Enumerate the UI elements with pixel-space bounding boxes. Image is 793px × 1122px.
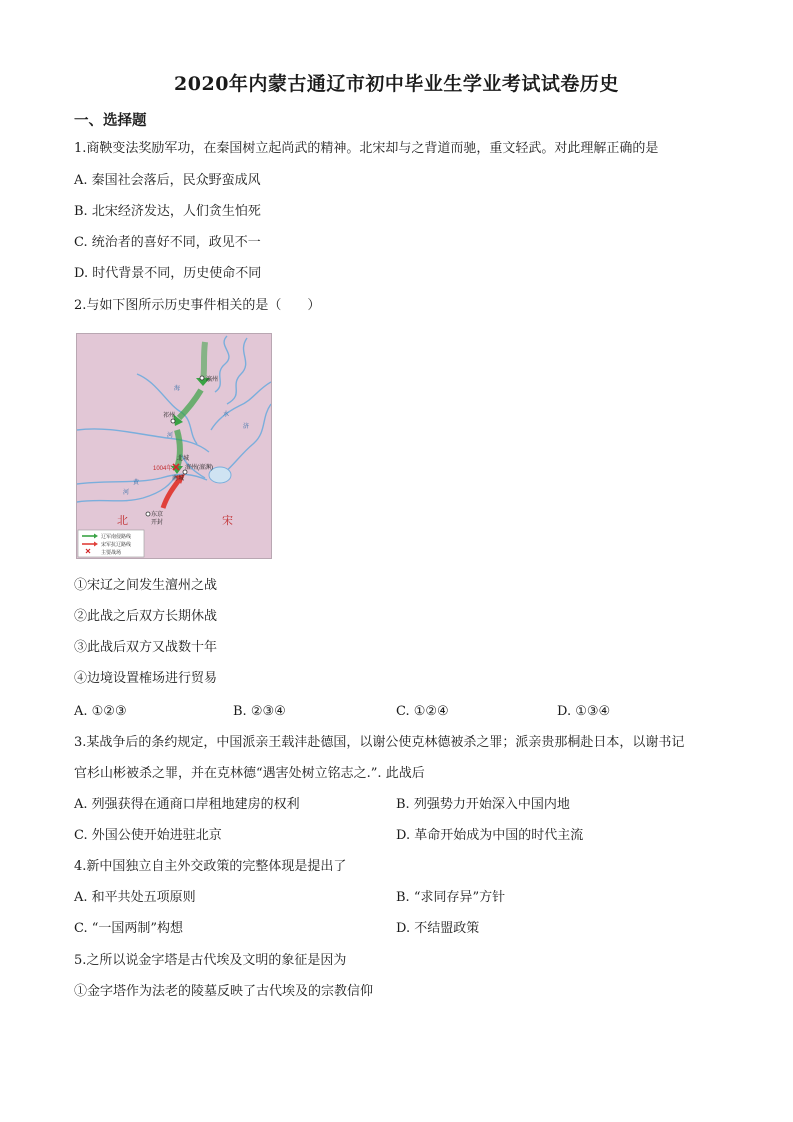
map-label-kaifeng: 开封 [151, 520, 164, 526]
legend-item-liao: 辽军南侵路线 [101, 534, 132, 540]
legend-item-song: 宋军抗辽路线 [101, 542, 132, 548]
qizhou-marker [171, 419, 175, 423]
question-2-statement-2: ②此战之后双方长期休战 [74, 609, 218, 624]
question-2-stem: 2.与如下图所示历史事件相关的是（ ） [74, 298, 321, 313]
question-4-stem: 4.新中国独立自主外交政策的完整体现是提出了 [74, 859, 347, 874]
map-label-river-6: 河 [123, 490, 130, 496]
page-title: 2020年内蒙古通辽市初中毕业生学业考试试卷历史 [174, 73, 619, 95]
map-label-river-1: 海 [174, 386, 181, 392]
map-label-river-3: 水 [223, 412, 230, 418]
section-heading: 一、选择题 [74, 112, 147, 129]
question-3-option-c[interactable]: C. 外国公使开始进驻北京 [74, 828, 222, 843]
map-label-river-4: 济 [243, 424, 250, 430]
question-1-option-a[interactable]: A. 秦国社会落后，民众野蛮成风 [74, 173, 261, 188]
question-3-option-b[interactable]: B. 列强势力开始深入中国内地 [396, 797, 570, 812]
question-2-statement-4: ④边境设置榷场进行贸易 [74, 671, 218, 686]
dongjing-marker [146, 512, 150, 516]
map-label-dongjing: 东京 [151, 512, 164, 518]
map-legend [78, 530, 144, 557]
question-2-statement-1: ①宋辽之间发生澶州之战 [74, 578, 218, 593]
question-1-option-d[interactable]: D. 时代背景不同，历史使命不同 [74, 266, 262, 281]
map-label-chanzhou: 澶州(澶渊) [185, 465, 213, 471]
question-4-option-a[interactable]: A. 和平共处五项原则 [74, 890, 196, 905]
question-5-statement-1: ①金字塔作为法老的陵墓反映了古代埃及的宗教信仰 [74, 984, 374, 999]
question-1-stem: 1.商鞅变法奖励军功，在秦国树立起尚武的精神。北宋却与之背道而驰，重文轻武。对此理解正确的是 [74, 141, 659, 156]
question-3-stem-line-1: 3.某战争后的条约规定，中国派亲王载沣赴德国，以谢公使克林德被杀之罪；派亲贵那桐赴日本，以谢书记 [74, 735, 685, 750]
question-3-option-a[interactable]: A. 列强获得在通商口岸租地建房的权利 [74, 797, 300, 812]
liao-route-segment-2 [179, 390, 201, 418]
map-label-river-2: 河 [167, 433, 174, 439]
question-2-option-a[interactable]: A. ①②③ [74, 704, 127, 719]
liao-route-segment-3 [177, 430, 180, 468]
song-route [163, 480, 179, 508]
question-4-option-b[interactable]: B. “求同存异”方针 [396, 890, 506, 905]
map-label-river-5: 黄 [133, 480, 140, 486]
question-1-option-c[interactable]: C. 统治者的喜好不同，政见不一 [74, 235, 261, 250]
map-label-qizhou: 祁州 [163, 413, 176, 419]
question-2-option-c[interactable]: C. ①②④ [396, 704, 449, 719]
map-label-nancheng: 南城 [172, 476, 185, 482]
map-label-beicheng: 北城 [177, 456, 190, 462]
legend-item-battle: 主要战场 [101, 550, 122, 556]
question-2-option-d[interactable]: D. ①③④ [557, 704, 611, 719]
question-4-option-c[interactable]: C. “一国两制”构想 [74, 921, 184, 936]
map-label-date: 1004年 [153, 466, 173, 472]
question-3-option-d[interactable]: D. 革命开始成为中国的时代主流 [396, 828, 584, 843]
liao-route-segment-1 [203, 342, 205, 380]
question-3-stem-line-2: 官杉山彬被杀之罪，并在克林德“遇害处树立铭志之.”. 此战后 [74, 766, 425, 781]
question-2-statement-3: ③此战后双方又战数十年 [74, 640, 218, 655]
yingzhou-marker [200, 376, 204, 380]
question-5-stem: 5.之所以说金字塔是古代埃及文明的象征是因为 [74, 953, 347, 968]
map-label-bei: 北 [117, 514, 128, 527]
map-label-song: 宋 [222, 514, 233, 527]
question-4-option-d[interactable]: D. 不结盟政策 [396, 921, 480, 936]
question-2-option-b[interactable]: B. ②③④ [233, 704, 286, 719]
song-liao-war-map [76, 333, 272, 559]
map-label-yingzhou: 瀛州 [206, 377, 219, 383]
question-1-option-b[interactable]: B. 北宋经济发达，人们贪生怕死 [74, 204, 261, 219]
